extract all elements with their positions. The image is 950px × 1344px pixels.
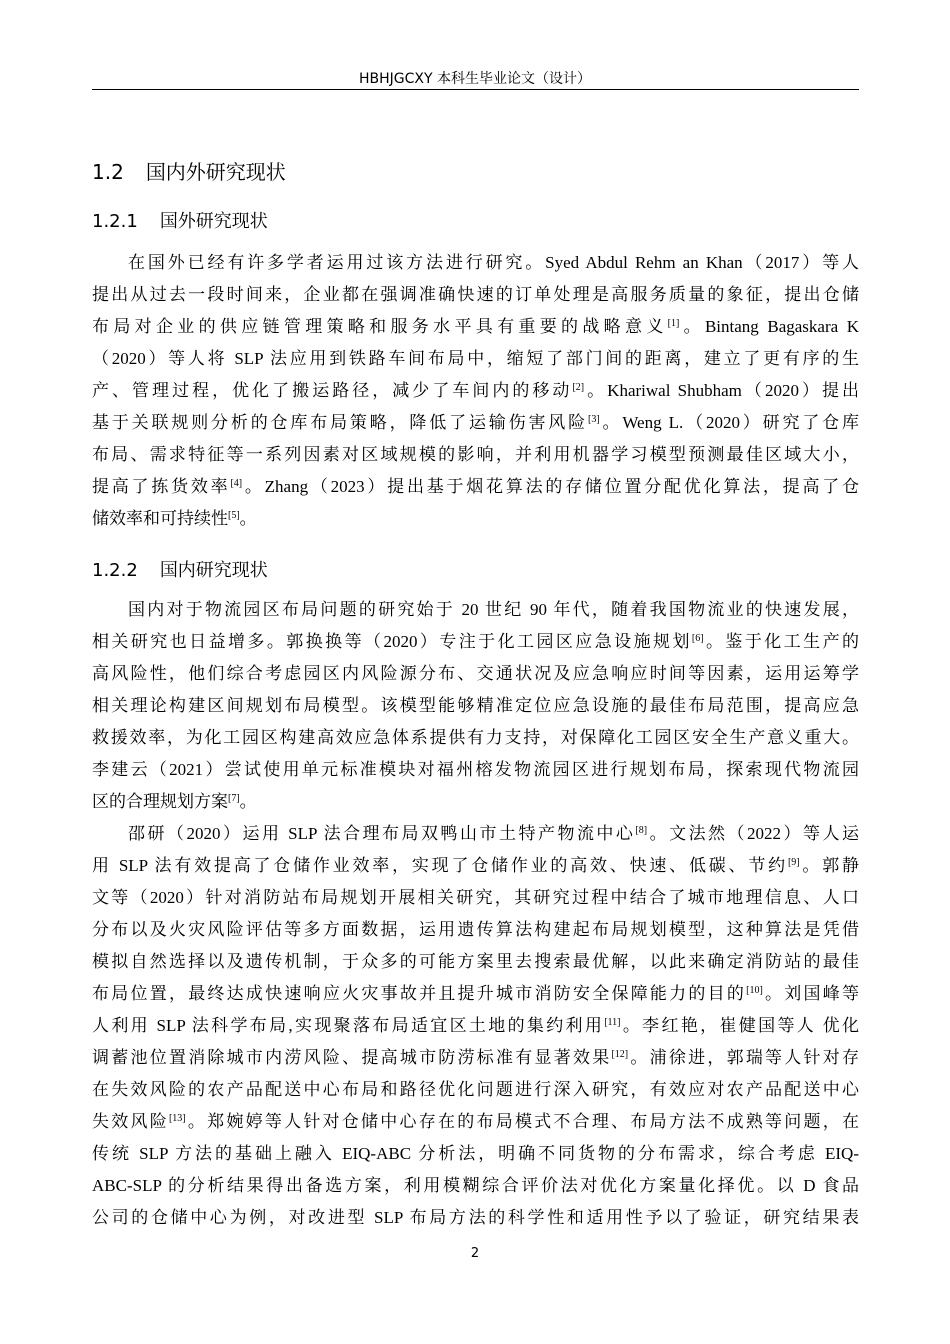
text-line [92, 279, 859, 311]
text-line [92, 439, 859, 471]
page-number: 2 [470, 1246, 480, 1261]
text-run: （2020）等人将 SLP 法应用到铁路车间布局中，缩短了部门间的距离，建立了更有序的生 [92, 349, 859, 368]
text-run: 救援效率，为化工园区构建高效应急体系提供有力支持，对保障化工园区安全生产意义重大。 [92, 728, 859, 747]
text-line [92, 818, 859, 850]
text-run: 布局对企业的供应链管理策略和服务水平具有重要的战略意义 [92, 317, 668, 336]
text-run: 布局位置，最终达成快速响应火灾事故并且提升城市消防安全保障能力的目的 [92, 984, 747, 1003]
text-run: 。浦徐进，郭瑞等人针对存 [628, 1048, 860, 1067]
text-line [92, 754, 859, 786]
paragraph [92, 818, 859, 1234]
text-run: 李建云（2021）尝试使用单元标准模块对福州榕发物流园区进行规划布局，探索现代物流园 [92, 760, 859, 779]
text-run: 公司的仓储中心为例，对改进型 SLP 布局方法的科学性和适用性予以了验证，研究结果表 [92, 1208, 859, 1227]
text-run: 储效率和可持续性 [92, 509, 228, 528]
text-run: 。文法然（2022）等人运 [647, 824, 859, 843]
citation-ref: [4] [230, 478, 243, 489]
text-line [92, 722, 859, 754]
text-line [92, 658, 859, 690]
paragraph [92, 247, 859, 535]
text-line [92, 1010, 859, 1042]
text-line [92, 914, 859, 946]
text-run: 提出从过去一段时间来，企业都在强调准确快速的订单处理是高服务质量的象征，提出仓储 [92, 285, 859, 304]
text-line [92, 1074, 859, 1106]
citation-ref: [11] [604, 1017, 621, 1028]
text-run: 国内对于物流园区布局问题的研究始于 20 世纪 90 年代，随着我国物流业的快速发展， [128, 600, 859, 619]
text-line [92, 1042, 859, 1074]
citation-ref: [3] [587, 414, 600, 425]
text-run: 。Zhang（2023）提出基于烟花算法的存储位置分配优化算法，提高了仓 [242, 477, 860, 496]
text-run: 在失效风险的农产品配送中心布局和路径优化问题进行深入研究，有效应对农产品配送中心 [92, 1080, 859, 1099]
text-run: 在国外已经有许多学者运用过该方法进行研究。Syed Abdul Rehm an Khan（2017）等人 [128, 253, 859, 272]
text-run: 产、管理过程，优化了搬运路径，减少了车间内的移动 [92, 381, 573, 400]
text-run: 。郑婉婷等人针对仓储中心存在的布局模式不合理、布局方法不成熟等问题，在 [185, 1112, 860, 1131]
text-run: 文等（2020）针对消防站布局规划开展相关研究，其研究过程中结合了城市地理信息、人口 [92, 888, 859, 907]
text-line [92, 786, 859, 818]
subsection-title: 国内研究现状 [159, 560, 268, 581]
text-line [92, 375, 859, 407]
text-line [92, 247, 859, 279]
page-header: HBHJGCXY 本科生毕业论文（设计） [358, 71, 591, 87]
text-run: 。Weng L.（2020）研究了仓库 [599, 413, 859, 432]
citation-ref: [1] [667, 318, 680, 329]
text-run: 。李红艳，崔健国等人 优化 [620, 1016, 860, 1035]
citation-ref: [2] [572, 382, 585, 393]
subsection-heading-1 [92, 207, 268, 233]
subsection-number: 1.2.1 [92, 211, 138, 232]
text-run: 。郭静 [799, 856, 859, 875]
text-run: 。Khariwal Shubham（2020）提出 [584, 381, 859, 400]
text-run: 调蓄池位置消除城市内涝风险、提高城市防涝标准有显著效果 [92, 1048, 612, 1067]
section-number: 1.2 [92, 160, 124, 184]
section-title: 国内外研究现状 [145, 160, 286, 184]
text-line [92, 946, 859, 978]
section-heading [92, 156, 286, 185]
text-run: 。刘国峰等 [762, 984, 860, 1003]
text-run: 高风险性，他们综合考虑园区内风险源分布、交通状况及应急响应时间等因素，运用运筹学 [92, 664, 859, 683]
text-run: 邵研（2020）运用 SLP 法合理布局双鸭山市土特产物流中心 [128, 824, 636, 843]
citation-ref: [13] [168, 1113, 186, 1124]
citation-ref: [10] [746, 985, 763, 996]
text-run: 用 SLP 法有效提高了仓储作业效率，实现了仓储作业的高效、快速、低碳、节约 [92, 856, 788, 875]
text-run: 相关研究也日益增多。郭换换等（2020）专注于化工园区应急设施规划 [92, 632, 692, 651]
header-rule [92, 89, 859, 90]
subsection-number: 1.2.2 [92, 560, 138, 581]
text-run: 传统 SLP 方法的基础上融入 EIQ-ABC 分析法，明确不同货物的分布需求，综合考虑 EIQ- [92, 1144, 859, 1163]
text-line [92, 1202, 859, 1234]
text-run: 相关理论构建区间规划布局模型。该模型能够精准定位应急设施的最佳布局范围，提高应急 [92, 696, 859, 715]
text-line [92, 1106, 859, 1138]
text-run: 提高了拣货效率 [92, 477, 231, 496]
citation-ref: [5] [228, 510, 240, 521]
text-line [92, 978, 859, 1010]
text-run: 。鉴于化工生产的 [703, 632, 859, 651]
text-line [92, 626, 859, 658]
text-run: 。 [239, 792, 257, 811]
text-run: 基于关联规则分析的仓库布局策略，降低了运输伤害风险 [92, 413, 588, 432]
text-run: 区的合理规划方案 [92, 792, 228, 811]
text-run: ABC-SLP 的分析结果得出备选方案，利用模糊综合评价法对优化方案量化择优。以 D 食品 [92, 1176, 859, 1195]
citation-ref: [6] [691, 633, 704, 644]
text-line [92, 882, 859, 914]
text-line [92, 503, 859, 535]
text-line [92, 311, 859, 343]
text-run: 失效风险 [92, 1112, 169, 1131]
citation-ref: [8] [635, 825, 648, 836]
text-line [92, 1138, 859, 1170]
text-line [92, 594, 859, 626]
subsection-heading-2 [92, 556, 268, 582]
text-line [92, 1170, 859, 1202]
text-run: 分布以及火灾风险评估等多方面数据，运用遗传算法构建起布局规划模型，这种算法是凭借 [92, 920, 859, 939]
text-run: 模拟自然选择以及遗传机制，于众多的可能方案里去搜索最优解，以此来确定消防站的最佳 [92, 952, 859, 971]
text-run: 布局、需求特征等一系列因素对区域规模的影响，并利用机器学习模型预测最佳区域大小， [92, 445, 859, 464]
citation-ref: [9] [787, 857, 800, 868]
text-run: 。Bintang Bagaskara K [679, 317, 859, 336]
text-run: 。 [239, 509, 257, 528]
text-run: 人利用 SLP 法科学布局,实现聚落布局适宜区土地的集约利用 [92, 1016, 605, 1035]
text-line [92, 407, 859, 439]
subsection-title: 国外研究现状 [159, 211, 268, 232]
text-line [92, 850, 859, 882]
paragraph [92, 594, 859, 818]
text-line [92, 690, 859, 722]
citation-ref: [12] [611, 1049, 629, 1060]
text-line [92, 471, 859, 503]
text-line [92, 343, 859, 375]
citation-ref: [7] [228, 793, 240, 804]
